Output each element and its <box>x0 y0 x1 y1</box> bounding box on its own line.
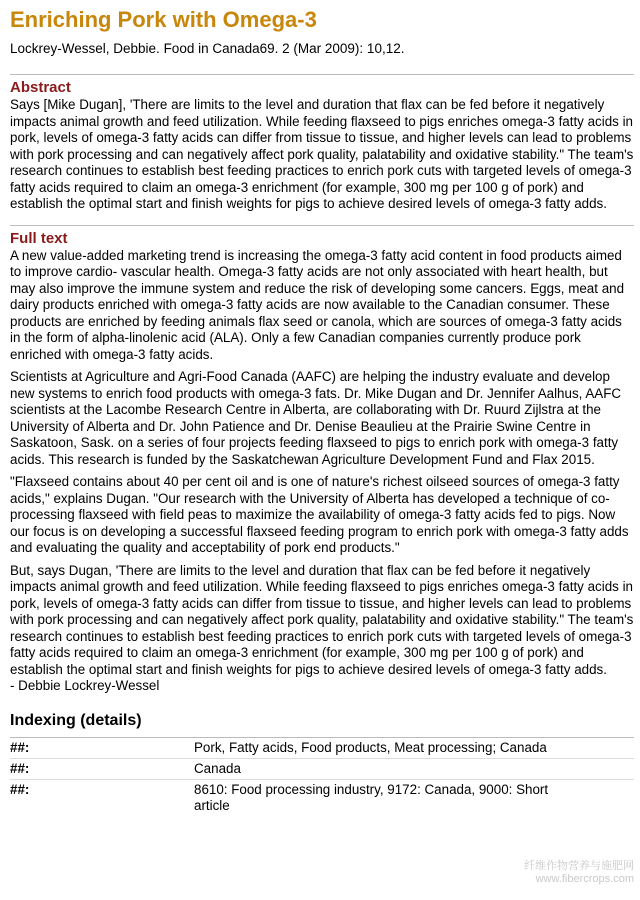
divider <box>10 74 634 75</box>
index-key: ##: <box>10 781 30 797</box>
index-row-location <box>10 758 634 779</box>
index-row-subject <box>10 737 634 758</box>
abstract-text: Says [Mike Dugan], 'There are limits to the level and duration that flax can be fed before it negatively impacts animal growth and feed utilization. While feeding flaxseed to pigs enriches omega-3 fatty acids in pork, levels of omega-3 fatty acids can differ from tissue to tissue, and higher levels can lead to problems with pork processing and can negatively affect pork quality, palatability and oxidative stability." The team's research continues to establish best feeding practices to enrich pork cuts with targeted levels of omega-3 fatty acids required to claim an omega-3 enrichment (for example, 300 mg per 100 g of pork) and establish the optimal start and finish weights for pigs to achieve desired levels of omega-3 fatty adds. <box>10 97 634 211</box>
divider <box>10 225 634 226</box>
full-text-paragraph: Scientists at Agriculture and Agri-Food Canada (AAFC) are helping the industry evaluate and develop new systems to enrich food products with omega-3 fats. Dr. Mike Dugan and Dr. Jennifer Aalhus, AAFC scientists at the Lacombe Research Centre in Alberta, are collaborating with Dr. Ruurd Zijlstra at the University of Alberta and Dr. John Patience and Dr. Denise Beaulieu at the Prairie Swine Centre in Saskatoon, Sask. on a series of four projects feeding flaxseed to pigs to enrich pork with omega-3 fatty acids. This research is funded by the Saskatchewan Agriculture Development Fund and Flax 2015. <box>10 369 622 467</box>
indexing-section <box>10 711 634 816</box>
index-key: ##: <box>10 739 30 755</box>
watermark-line: www.fibercrops.com <box>535 873 634 885</box>
index-value: Canada <box>194 760 241 776</box>
index-row-classification <box>10 779 634 816</box>
full-text-paragraph: A new value-added marketing trend is increasing the omega-3 fatty acid content in food products aimed to improve cardio- vascular health. Omega-3 fatty acids are not only associated with heart health, but may also improve the immune system and reduce the risk of developing some cancers. Eggs, meat and dairy products enriched with omega-3 fatty acids are now available to the Canadian consumer. These products are enriched by feeding animals flax seed or canola, which are sources of omega-3 fatty acids in the form of alpha-linolenic acid (ALA). Only a few Canadian companies currently produce pork enriched with omega-3 fatty acids. <box>10 247 625 362</box>
index-value: Pork, Fatty acids, Food products, Meat processing; Canada <box>194 739 547 755</box>
abstract-heading: Abstract <box>10 79 71 96</box>
index-value: 8610: Food processing industry, 9172: Canada, 9000: Short article <box>194 781 549 813</box>
index-key: ##: <box>10 760 30 776</box>
author-signature: - Debbie Lockrey-Wessel <box>10 678 160 693</box>
document-page <box>10 6 634 816</box>
indexing-heading: Indexing (details) <box>10 711 142 729</box>
citation: Lockrey-Wessel, Debbie. Food in Canada69. 2 (Mar 2009): 10,12. <box>10 41 405 56</box>
watermark-line: 纤维作物营养与施肥网 <box>524 860 634 872</box>
full-text-heading: Full text <box>10 229 68 247</box>
full-text-section <box>10 229 634 695</box>
abstract-section <box>10 78 634 213</box>
full-text-paragraph: But, says Dugan, 'There are limits to the level and duration that flax can be fed before it negatively impacts animal growth and feed utilization. While feeding flaxseed to pigs enriches omega-3 fatty acids in pork, levels of omega-3 fatty acids can differ from tissue to tissue, and higher levels can lead to problems with pork processing and can negatively affect pork quality, palatability and oxidative stability." The team's research continues to establish best feeding practices to enrich pork cuts with targeted levels of omega-3 fatty acids required to claim an omega-3 enrichment (for example, 300 mg per 100 g of pork) and establish the optimal start and finish weights for pigs to achieve desired levels of omega-3 fatty adds. <box>10 562 634 677</box>
full-text-paragraph: "Flaxseed contains about 40 per cent oil and is one of nature's richest oilseed sources of omega-3 fatty acids," explains Dugan. "Our research with the University of Alberta has developed a technique of co-processing flaxseed with field peas to maximize the availability of omega-3 fatty acids fed to pigs. Now our focus is on developing a successful flaxseed feeding program to enrich pork with omega-3 fatty adds and evaluating the quality and acceptability of pork end products." <box>10 474 629 555</box>
document-title: Enriching Pork with Omega-3 <box>10 7 317 32</box>
site-watermark <box>524 860 634 886</box>
